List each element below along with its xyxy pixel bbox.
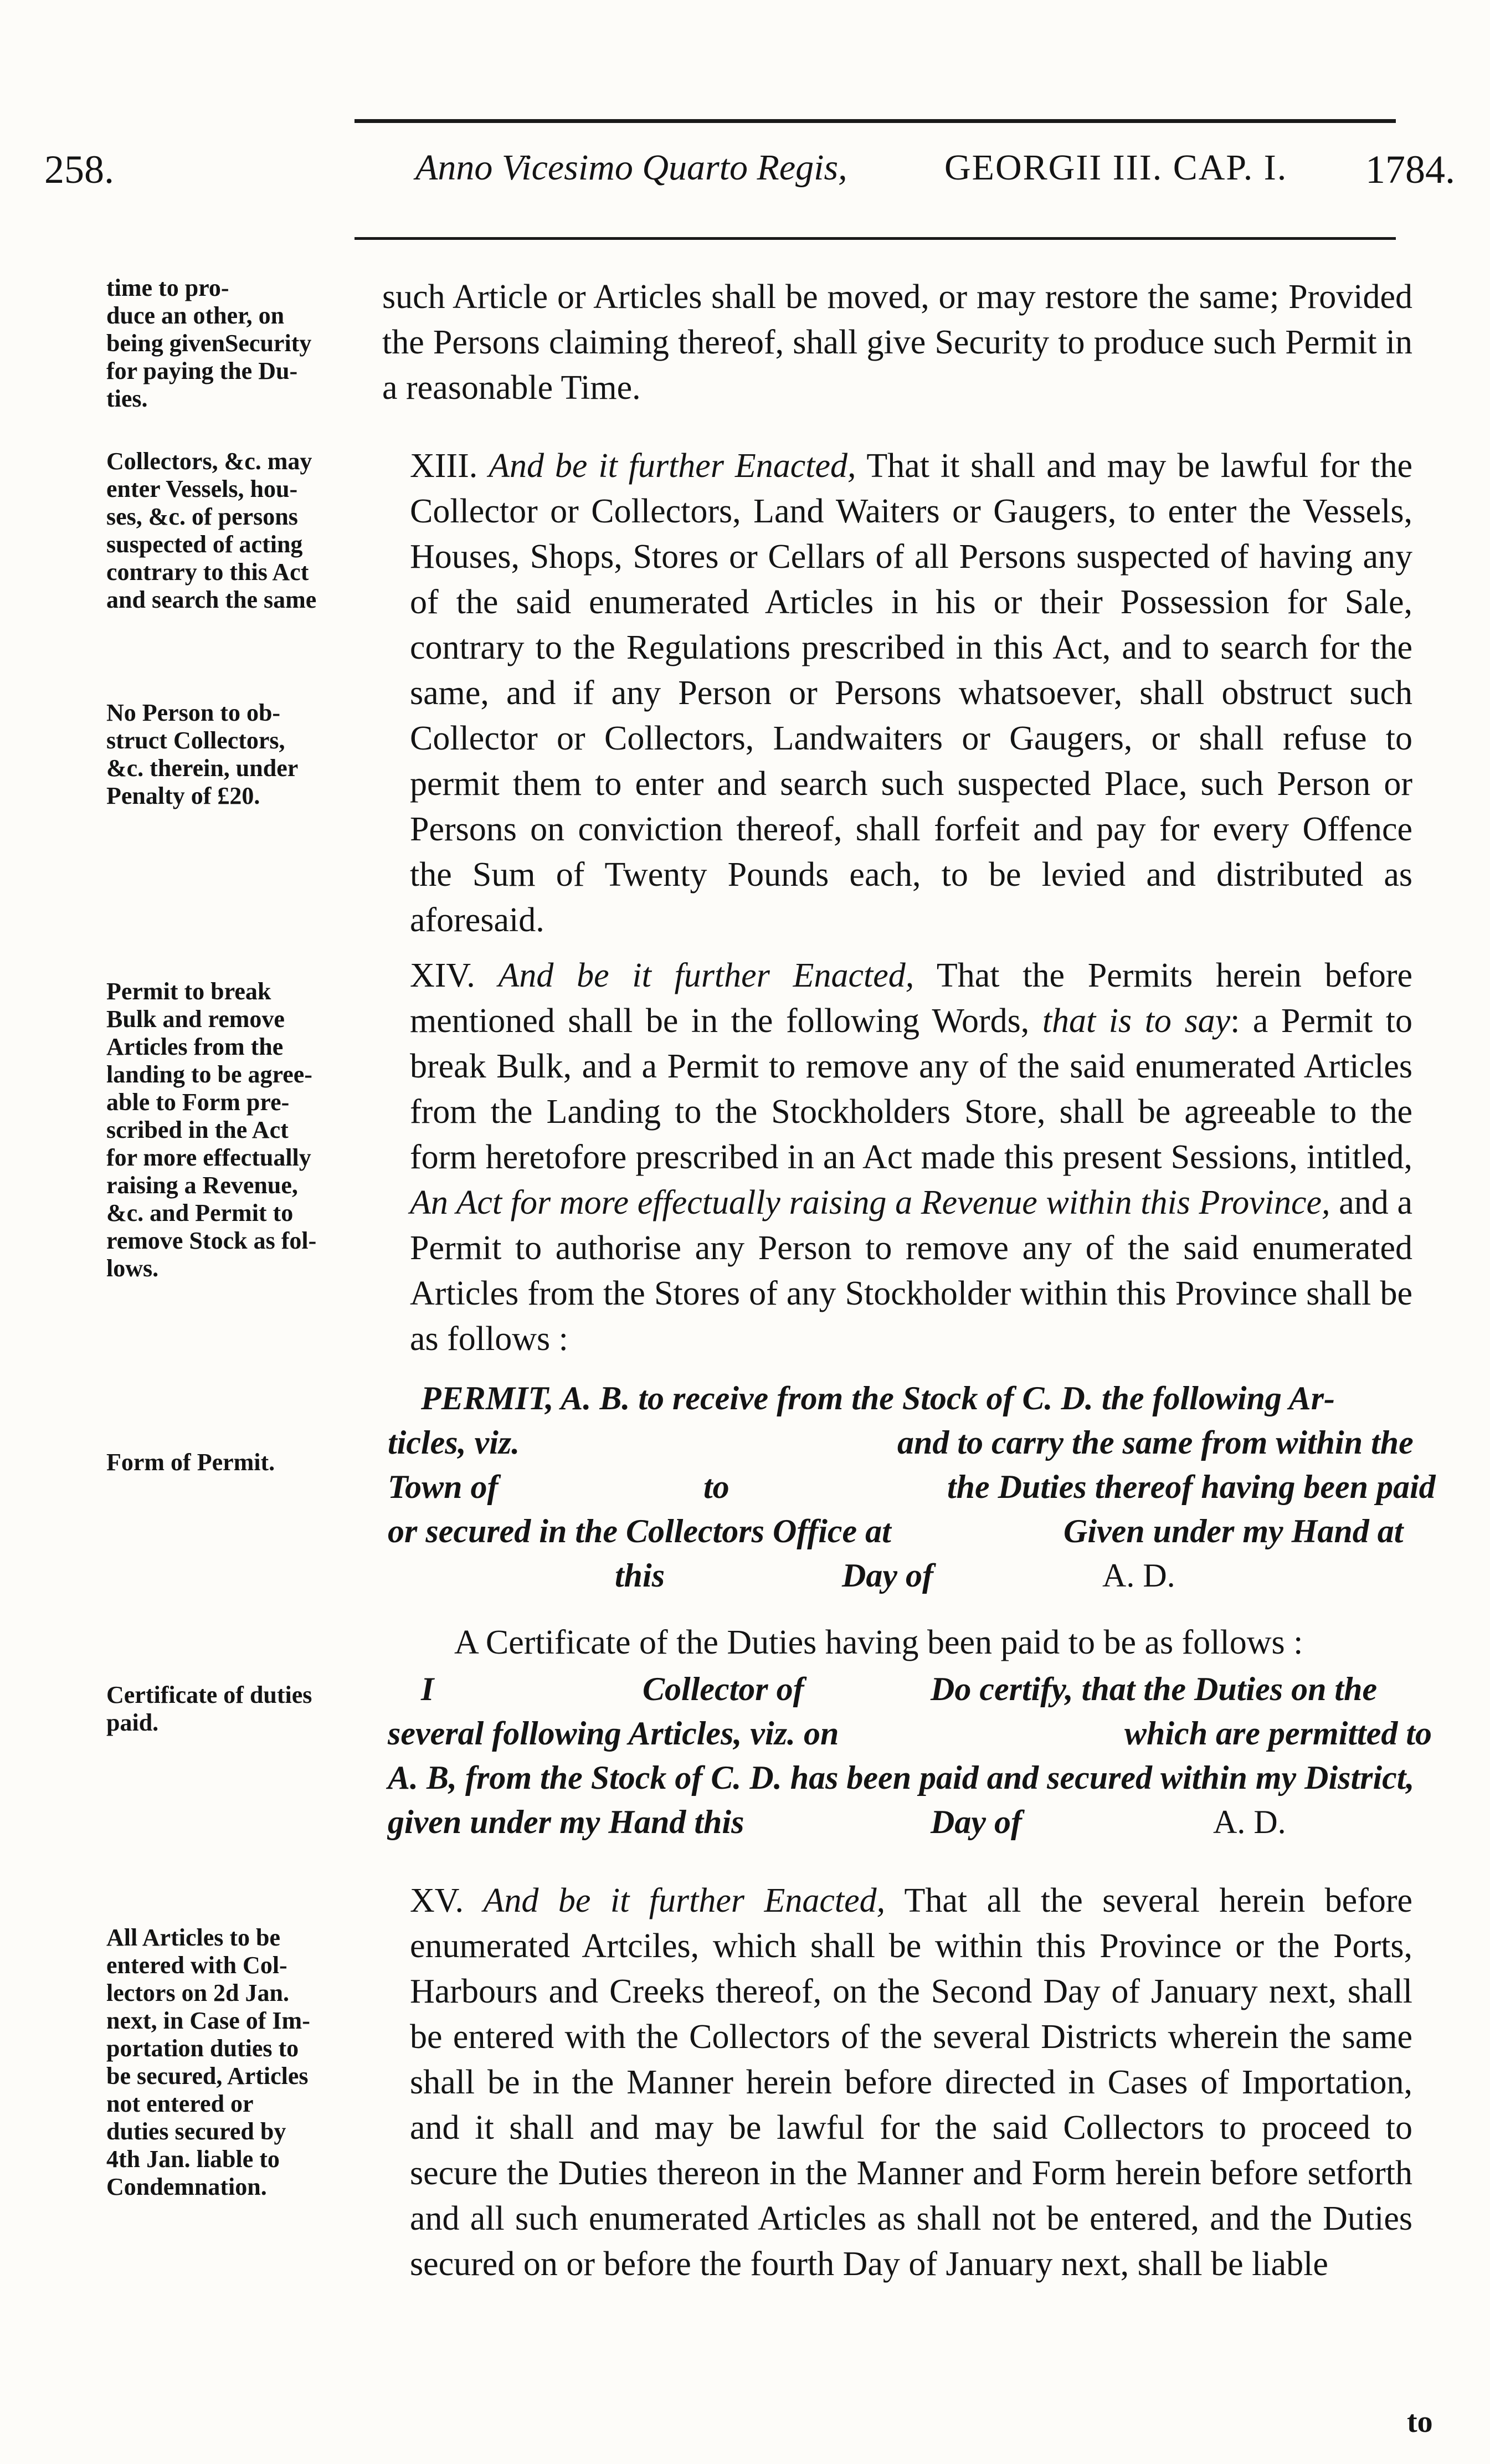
margin-note-permit: Permit to break Bulk and remove Articles from the landing to be agree- able to Form pre- scribed in the Act for more effectually raising a Revenue, &c. and Permit to remove Stock as fol- lows. xyxy=(106,978,317,1282)
header-bottom-rule xyxy=(354,237,1396,240)
act-title: An Act for more effectually raising a Revenue within this Province, xyxy=(410,1184,1330,1221)
running-year: 1784. xyxy=(1365,147,1455,192)
section-xiii xyxy=(382,443,1412,943)
margin-note-security: time to pro- duce an other, on being givenSecurity for paying the Du- ties. xyxy=(106,274,312,412)
margin-note-search: Collectors, &c. may enter Vessels, hou- ses, &c. of persons suspected of acting contrary to this Act and search the same xyxy=(106,448,317,613)
margin-note-penalty: No Person to ob- struct Collectors, &c. therein, under Penalty of £20. xyxy=(106,699,299,809)
section-xiv: XIV. And be it further Enacted, That the Permits herein before mentioned shall be in the following Words, that is to say: a Permit to break Bulk, and a Permit to remove any of the said enumerated Articles from the Landing to the Stockholders Store, shall be agreeable to the form heretofore prescribed in an Act made this present Sessions, intitled, An Act for more effectually raising a Revenue within this Province, and a Permit to authorise any Person to remove any of the said enumerated Articles from the Stores of any Stockholder within this Province shall be as follows : xyxy=(410,957,1413,1358)
header-top-rule xyxy=(354,119,1396,123)
margin-note-certificate: Certificate of duties paid. xyxy=(106,1681,312,1736)
section-number: XIII. xyxy=(410,447,478,485)
enacting-clause: And be it further Enacted, xyxy=(483,1882,886,1919)
running-header xyxy=(39,136,1455,202)
section-xv xyxy=(382,1878,1412,2287)
running-title: Anno Vicesimo Quarto Regis, xyxy=(415,147,847,188)
section-text: That all the several herein before enumerated Artciles, which shall be within this Province or the Ports, Harbours and Creeks thereof, on the Second Day of January next, shall be entered with the Collectors of the several Districts wherein the same shall be in the Manner herein before directed in Cases of Importation, and it shall and may be lawful for the said Collectors to proceed to secure the Duties thereon in the Manner and Form herein before setforth and all such enumerated Articles as shall not be entered, and the Duties secured on or before the fourth Day of January next, shall be liable xyxy=(410,1882,1413,2283)
enacting-clause: And be it further Enacted, xyxy=(498,957,914,994)
margin-note-form-of-permit: Form of Permit. xyxy=(106,1449,275,1476)
section-number: XV. xyxy=(410,1882,464,1919)
page-number: 258. xyxy=(44,147,114,192)
certificate-intro: A Certificate of the Duties having been paid to be as follows : xyxy=(454,1624,1303,1661)
catchword: to xyxy=(1407,2405,1433,2439)
enacting-clause: And be it further Enacted, xyxy=(489,447,856,485)
running-reign: GEORGII III. CAP. I. xyxy=(944,147,1288,188)
section-text: That it shall and may be lawful for the Collector or Collectors, Land Waiters or Gaugers, to enter the Vessels, Houses, Shops, Stores or Cellars of all Persons suspected of having any of the said enumerated Articles in his or their Possession for Sale, contrary to the Regulations prescribed in this Act, and to search for the same, and if any Person or Persons whatsoever, shall obstruct such Collector or Collectors, Landwaiters or Gaugers, or shall refuse to permit them to enter and search such suspected Place, such Person or Persons on conviction thereof, shall forfeit and pay for every Offence the Sum of Twenty Pounds each, to be levied and distributed as aforesaid. xyxy=(410,447,1413,939)
paragraph-continued: such Article or Articles shall be moved, or may restore the same; Provided the Persons claiming thereof, shall give Security to produce such Permit in a reasonable Time. xyxy=(382,278,1412,407)
section-number: XIV. xyxy=(410,957,475,994)
margin-note-articles-entered: All Articles to be entered with Col- lectors on 2d Jan. next, in Case of Im- portation duties to be secured, Articles not entered or duties secured by 4th Jan. liable to Condemnation. xyxy=(106,1924,310,2200)
